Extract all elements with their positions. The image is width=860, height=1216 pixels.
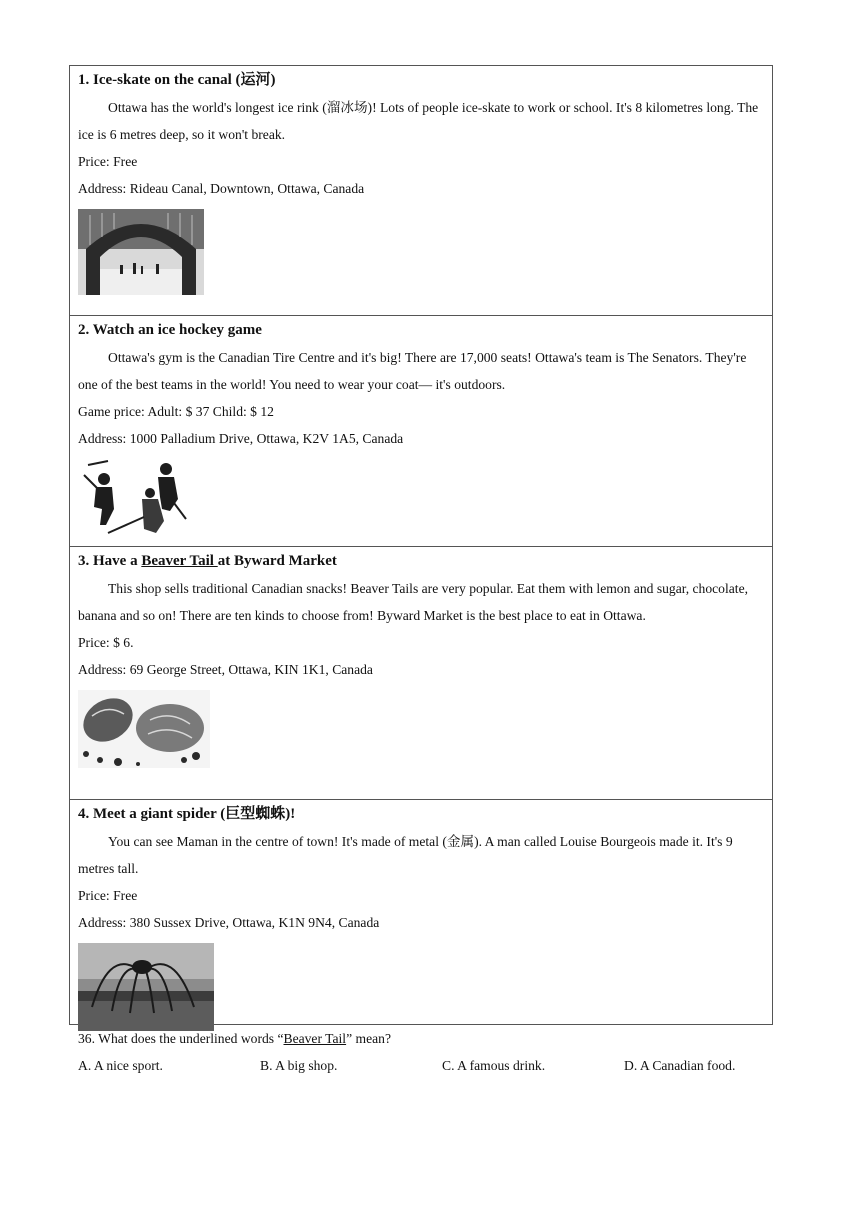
section-address: Address: 1000 Palladium Drive, Ottawa, K2V 1A5, Canada: [78, 431, 404, 446]
question-36: 36. What does the underlined words “Beaver Tail” mean?: [78, 1031, 391, 1046]
section-price: Price: Free: [78, 888, 138, 903]
maman-spider-sculpture-image: [78, 943, 214, 1031]
hockey-players-image: [78, 459, 192, 541]
section-title: 4. Meet a giant spider (巨型蜘蛛)!: [78, 806, 296, 822]
section-price: Price: $ 6.: [78, 635, 134, 650]
section-body: This shop sells traditional Canadian snacks! Beaver Tails are very popular. Eat them with lemon and sugar, chocolate, banana and so on! There are ten kinds to choose from! Byward Market is the best place to eat in Ottawa.: [78, 581, 749, 623]
section-price: Game price: Adult: $ 37 Child: $ 12: [78, 404, 274, 419]
option-c[interactable]: C. A famous drink.: [442, 1058, 546, 1073]
option-a[interactable]: A. A nice sport.: [78, 1058, 163, 1073]
section-ice-skate: [70, 66, 772, 315]
section-beaver-tail: [70, 546, 772, 799]
section-body: Ottawa's gym is the Canadian Tire Centre and it's big! There are 17,000 seats! Ottawa's team is The Senators. They're one of the best teams in the world! You need to wear your coat— it's outdoors.: [78, 350, 747, 392]
underlined-term: Beaver Tail: [141, 553, 218, 569]
section-title: 3. Have a Beaver Tail at Byward Market: [78, 553, 337, 569]
section-address: Address: 380 Sussex Drive, Ottawa, K1N 9N4, Canada: [78, 915, 380, 930]
section-giant-spider: [70, 799, 772, 1026]
option-d[interactable]: D. A Canadian food.: [624, 1058, 736, 1073]
section-price: Price: Free: [78, 154, 138, 169]
option-b[interactable]: B. A big shop.: [260, 1058, 338, 1073]
canal-bridge-image: [78, 209, 204, 295]
section-address: Address: Rideau Canal, Downtown, Ottawa, Canada: [78, 181, 365, 196]
beaver-tail-pastry-image: [78, 690, 210, 768]
section-body: Ottawa has the world's longest ice rink (溜冰场)! Lots of people ice-skate to work or school. It's 8 kilometres long. The ice is 6 metres deep, so it won't break.: [78, 100, 759, 142]
section-title: 1. Ice-skate on the canal (运河): [78, 72, 276, 88]
section-title: 2. Watch an ice hockey game: [78, 322, 262, 338]
attractions-table: [69, 65, 773, 1025]
section-address: Address: 69 George Street, Ottawa, KIN 1K1, Canada: [78, 662, 373, 677]
section-body: You can see Maman in the centre of town! It's made of metal (金属). A man called Louise Bourgeois made it. It's 9 metres tall.: [78, 834, 733, 876]
underlined-term: Beaver Tail: [283, 1031, 347, 1046]
section-ice-hockey: [70, 315, 772, 546]
